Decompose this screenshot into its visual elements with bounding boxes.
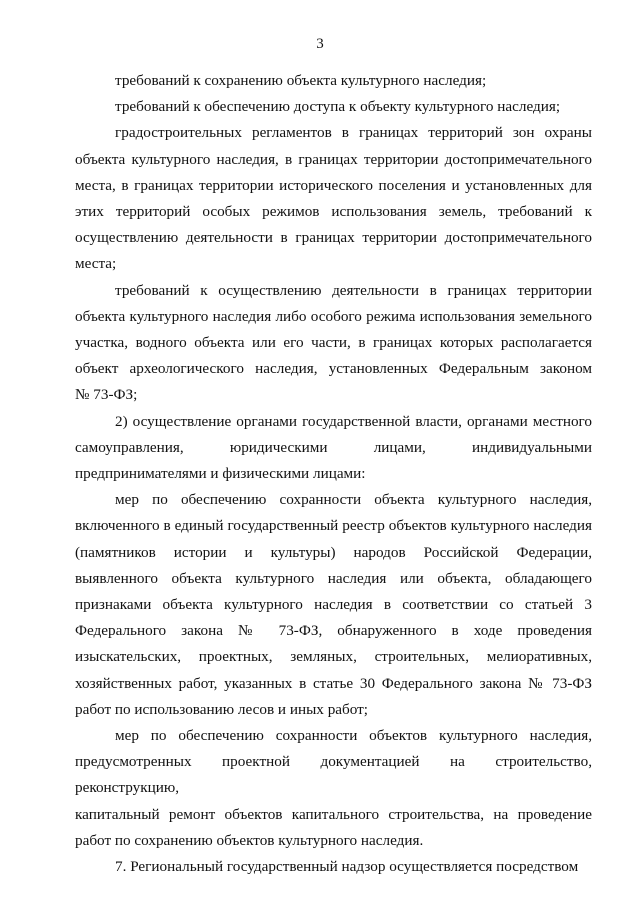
text-line: выявленного объекта культурного наследия или объекта, обладающего: [75, 569, 592, 587]
paragraph: [75, 278, 592, 409]
text-line: требований к обеспечению доступа к объекту культурного наследия;: [115, 98, 561, 116]
paragraph: [75, 120, 592, 277]
text-line: работ по сохранению объектов культурного наследия.: [75, 831, 424, 849]
paragraph: [75, 94, 592, 120]
text-line: хозяйственных работ, указанных в статье 30 Федерального закона № 73-ФЗ: [75, 674, 592, 692]
text-line: осуществлению деятельности в границах территории достопримечательного: [75, 229, 592, 247]
text-line: изыскательских, проектных, земляных, строительных, мелиоративных,: [75, 648, 592, 666]
paragraph: [75, 487, 592, 723]
text-line: участка, водного объекта или его части, в границах которых располагается: [75, 334, 592, 352]
paragraph: [75, 854, 592, 880]
text-line: самоуправления, юридическими лицами, индивидуальными: [75, 438, 592, 456]
text-line: 2) осуществление органами государственной власти, органами местного: [115, 412, 592, 430]
text-line: включенного в единый государственный реестр объектов культурного наследия: [75, 517, 592, 535]
text-line: мер по обеспечению сохранности объектов культурного наследия,: [115, 727, 592, 745]
text-line: № 73-ФЗ;: [75, 386, 138, 404]
text-line: места, в границах территории исторического поселения и установленных для: [75, 176, 592, 194]
text-line: (памятников истории и культуры) народов Российской Федерации,: [75, 543, 592, 561]
text-line: 7. Региональный государственный надзор осуществляется посредством: [115, 858, 579, 876]
text-line: объекта культурного наследия, в границах территории достопримечательного: [75, 150, 592, 168]
text-line: градостроительных регламентов в границах территорий зон охраны: [115, 124, 592, 142]
text-line: требований к сохранению объекта культурного наследия;: [115, 72, 487, 89]
text-line: работ по использованию лесов и иных работ;: [75, 700, 369, 718]
paragraph: [75, 409, 592, 488]
text-line: требований к осуществлению деятельности в границах территории: [115, 281, 592, 299]
document-body: [75, 68, 592, 880]
text-line: места;: [75, 255, 117, 273]
text-line: объект археологического наследия, установленных Федеральным законом: [75, 360, 592, 378]
text-line: капитальный ремонт объектов капитального строительства, на проведение: [75, 805, 592, 823]
page-number: 3: [316, 36, 324, 52]
text-line: Федерального закона № 73-ФЗ, обнаруженного в ходе проведения: [75, 622, 592, 640]
text-line: объекта культурного наследия либо особого режима использования земельного: [75, 307, 592, 325]
text-line: мер по обеспечению сохранности объекта культурного наследия,: [115, 491, 592, 509]
text-line: этих территорий особых режимов использования земель, требований к: [75, 203, 592, 221]
text-line: предпринимателями и физическими лицами:: [75, 465, 366, 483]
paragraph: [75, 68, 592, 94]
paragraph: [75, 723, 592, 854]
text-line: предусмотренных проектной документацией на строительство, реконструкцию,: [75, 753, 592, 797]
text-line: признаками объекта культурного наследия в соответствии со статьей 3: [75, 596, 592, 614]
